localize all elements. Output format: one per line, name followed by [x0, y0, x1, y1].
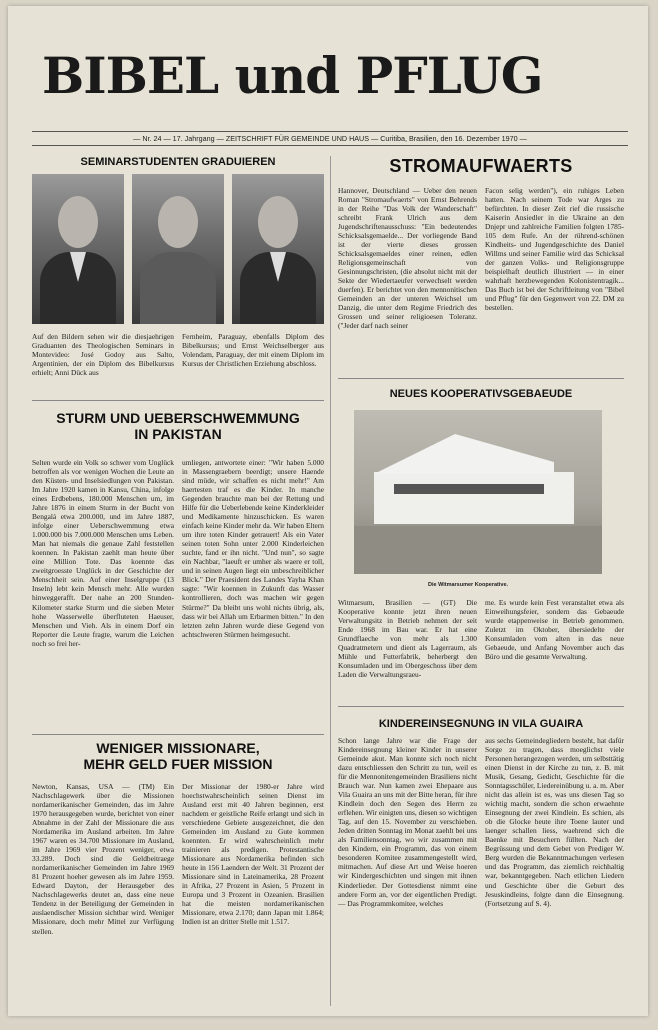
seminar-body [32, 332, 324, 396]
koop-text-left: Witmarsum, Brasilien — (GT) Die Kooperative konnte jetzt ihren neuen Verwaltungsitz in Betrieb nehmen der seit Ende 1968 im Bau war. Er hat eine Grundflaeche von mehr als 1.300 Quadratmetern und dient als Lagerraum, als Mühle und Futterfabrik, beherbergt den Konsumladen und im Obergeschoss über dem Laden die Verwaltungsraeu- [338, 598, 477, 680]
strom-text-right: Facon selig werden"), ein ruhiges Leben hatten. Nach seinem Tode war Arges zu befürchten. In dieser Zeit rief die russische Kaiserin Ansiedler in die Ukraine an den Dnjepr und zahlreiche Familien folgten 1785-105 dem Rufe. An der rührend-schönen Kindheits- und Jugendgeschichte des Daniel Willms und seiner Familie wird das Schicksal der ganzen Volks- und Religionsgruppe beispielhaft deutlich illustriert — in einer wahrhaft herzbewegenden Kolonistentragik... Das Buch ist bei der Schriftleitung von "Bibel und Pflug" für den Gegenwert von 22. DM zu bestellen. [485, 186, 624, 313]
seminar-text-left: Auf den Bildern sehen wir die diesjaehrigen Graduanten des Theologischen Seminars in Montevideo: José Godoy aus Salto, Argentinien, der ein Diplom des Bibelkursus erhielt; Anni Dück aus [32, 332, 174, 378]
seminar-headline: SEMINARSTUDENTEN GRADUIEREN [80, 156, 276, 168]
divider [32, 734, 324, 735]
seminar-text-right: Fernheim, Paraguay, ebenfalls Diplom des Bibelkursus; und Ernst Weichselberger aus Volendam, Paraguay, der mit einem Diplom im Kursus der Christlichen Erziehung abschloss. [182, 332, 324, 369]
missionare-headline-line2: MEHR GELD FUER MISSION [83, 756, 273, 773]
strom-body [338, 186, 624, 372]
koop-body [338, 598, 624, 692]
missionare-article [32, 740, 324, 772]
masthead-title: BIBEL und PFLUG [42, 46, 543, 105]
koop-text-right: me. Es wurde kein Fest veranstaltet etwa als Einweihungsfeier, sondern das Gebaeude wurde etappenweise in Betrieb genommen. Zuletzt im Oktober, übersiedelte der Konsumladen vom alten in das neue Gebaeude, und Anfang November auch das Büro und die gesamte Verwaltung. [485, 598, 624, 662]
photo-ernst-weichselberger [232, 174, 324, 324]
newspaper-page [8, 6, 648, 1016]
photo-anni-dueck [132, 174, 224, 324]
column-rule [330, 156, 331, 1006]
divider [32, 400, 324, 401]
sturm-text-left: Selten wurde ein Volk so schwer vom Unglück betroffen als vor wenigen Wochen die Leute an den Küsten- und Inselsiedlungen von Pakistan. Im Jahre 1920 kamen in Kansu, China, infolge eines Erdbebens, 180.000 Menschen um, im Jahre 1876 in einem Sturm in der Bucht von Bengalá etwa 200.000, und im Jahre 1887, infolge einer Ueberschwemmung etwa 1.000.000 bis 7.000.000 Menschen ums Leben. Man hat niemals die genaue Zahl feststellen koennen. In Pakistan zaehlt man heute über eine Million Tote. Das koennte das zweitgroesste Unglück in der Geschichte der Menschheit sein. Auf einer Inselgruppe (13 Inseln) lebt kein Mensch mehr. Alle wurden hinweggerafft. Der nahe an 200 Stunden-Kilometer starke Sturm und die sieben Meter hohe Wasserwelle überfluteten Haeuser, Menschen und Vieh. Als in einem Dorf ein Reporter die Leute fragte, warum die Leichen noch so frei her- [32, 458, 174, 648]
strom-text-left: Hannover, Deutschland — Ueber den neuen Roman "Stromaufwaerts" von Ernst Behrends in der Reihe "Das Volk der Wanderschaft" schreibt Frank Ulrich aus dem Jugendschriftenausschuss: "Ein bedeutendes Schicksalsgemaelde... Der vorliegende Band ist der vierte dieses grossen Schicksalsgemaeldes einer reinen, edlen Religionsgemeinschaft von Gesinnungschristen, (die absolut nicht mit der Sekte der Wiedertaeufer verwechselt werden duerfen). Er berichtet von den mennonitischen Gemeinden an der unteren Weichsel um Danzig, die unter dem Regime Friedrich des Grossen und seiner religioesen Toleranz. ("Jeder darf nach seiner [338, 186, 477, 331]
missionare-text-left: Newton, Kansas, USA — (TM) Ein Nachschlagewerk über die Missionen nordamerikanischer Gemeinden, das im Jahre 1970 herausgegeben wurde, berichtet von einer Abnahme in der Zahl der Missionare die aus Nordamerika im Ausland arbeiten. Im Jahre 1967 waren es 34.700 Missionare im Ausland, im Jahre 1969 vier Prozent weniger, etwa 33.289. Doch sind die Geldbeitraege nordamerikanischer Gemeinden im Jahre 1969 81 Prozent hoeher gewesen als im Jahre 1959. Edward Dayton, der Herausgeber des Nachschlagewerks deutet an, dass eine neue Tendenz in der Beteiligung der Gemeinden in auslaendischer Mission sichtbar wird. Weniger Missionare, doch mehr Mittel zur Verfügung stellen. [32, 782, 174, 936]
sturm-article [32, 410, 324, 442]
missionare-headline-line1: WENIGER MISSIONARE, [96, 740, 260, 756]
divider [338, 378, 624, 379]
divider [338, 706, 624, 707]
kinder-headline: KINDEREINSEGNUNG IN VILA GUAIRA [378, 718, 584, 730]
kinder-body [338, 736, 624, 1004]
sturm-body [32, 458, 324, 728]
photo-caption: Die Witmarsumer Kooperative. [428, 582, 509, 588]
photo-jose-godoy [32, 174, 124, 324]
missionare-body [32, 782, 324, 1004]
sturm-headline-line1: STURM UND UEBERSCHWEMMUNG [56, 410, 300, 426]
seminar-article [32, 156, 324, 169]
sturm-headline-line2: IN PAKISTAN [134, 426, 222, 443]
sturm-text-right: umliegen, antwortete einer: "Wir haben 5.000 in Massengraebern beerdigt; unsere Haende sind müde, wir schaffen es nicht mehr!" Am haertesten traf es die Kinder. In manche Gegenden brauchte man bei der Rettung und Hilfe für die Ueberlebende keine Kinderkleider und Medikamente hinzuschicken. Es waren einfach keine Kinder mehr da. Wir haben Eltern um ihre toten Kinder getrauert! Als ein Vater seinen toten Sohn unter 2.000 Kinderleichen suchte, fand er ihn nicht. "Und nun", so sagte ein Nachbar, "laeuft er umher als waere er toll, und in seinen Augen liegt ein unbeschreiblicher Blick." Der Praesident des Landes Yayha Khan sagte: "Wir koennen in Zukunft das Wasser kontrollieren, doch was machen wir gegen Stürme?" Da bleibt uns wohl nichts übrig, als, dass wir bei Allah um Erbarmen bitten." In den letzten zehn Jahren wurde diese Gegend von achtschweren Stürmen heimgesucht. [182, 458, 324, 639]
strom-article [338, 156, 624, 177]
strom-headline: STROMAUFWAERTS [389, 156, 573, 176]
kinder-article [338, 718, 624, 731]
koop-headline: NEUES KOOPERATIVSGEBAEUDE [389, 388, 573, 400]
missionare-text-right: Der Missionar der 1980-er Jahre wird hoechstwahrscheinlich seinen Dienst im Ausland erst mit 40 Jahren beginnen, erst nachdem er geistliche Reife erlangt und sich in verschiedene Gebiete ausgezeichnet, die den Gemeinden im Ausland zu Gute kommen koennten. Er wird wahrscheinlich mehr trainieren als predigen. Protestantische Missionare aus Nordamerika befinden sich heute in 156 Laendern der Welt. 31 Prozent der Missionare sind in Lateinamerika, 28 Prozent in Afrika, 27 Prozent in Asien, 5 Prozent in Europa und 3 Prozent in Ozeanien. Brasilien hat die meisten nordamerikanischen Missionare, etwa 2.170; dann Japan mit 1.864; Indien ist an dritter Stelle mit 1.517. [182, 782, 324, 927]
warehouse-photo [354, 410, 602, 574]
kinder-text-right: aus sechs Gemeindegliedern besteht, hat dafür Sorge zu tragen, dass moeglichst viele Personen herangezogen werden, um selbsttätig einen Dienst in der Kirche zu tun, z. B. mit Musik, Gesang, Gedicht, Geschichte für die Sonntagsschüler, Liedereinübung u. a. m. Aber nicht das allein ist es, was uns diesen Tag so wichtig macht, sondern die schon erwaehnte Einsegnung der zwei Kindlein. Es schien, als ob die Glocke heute ihre Toene lauter und laenger schallen liess, waehrend sich die Baenke mit Besuchern füllten. Nach der Begrüssung und dem Gebet von Prediger W. Berg wurden die Bekanntmachungen verlesen und das Programm, das ziemlich reichhaltig war, bekanntgegeben. Nach etlichen Liedern und Geschichte über die Geburt des Jesuskindleins, folgte dann die Einsegnung. (Fortsetzung auf S. 4). [485, 736, 624, 908]
koop-article [338, 388, 624, 401]
kinder-text-left: Schon lange Jahre war die Frage der Kindereinsegnung kleiner Kinder in unserer Gemeinde akut. Man konnte sich noch nicht dazu entschliessen den Schritt zu tun, weil es für die Mennonitengemeinden Brasiliens nicht Brauch war. Nun kamen zwei Ehepaare aus Vila Guaira an uns mit der Bitte heran, für ihre Kindlein doch den Segen des Herrn zu erflehen. Wir einigten uns, diesen so wichtigen Tag, auf den 15. November zu verschieben. Jeden dritten Sonntag im Monat zaehlt bei uns als Familiensonntag, wo wir zusammen mit den Kindern, ein Programm, das von einem besonderen Komitee zusammengestellt wird, mitmachen. Auf diese Art und Weise hoeren wir Kindergeschichten und singen mit ihnen Kinderlieder. Der Gottesdienst nimmt eine andere Form an, vor der eigentlichen Predigt. — Das Programmkomitee, welches [338, 736, 477, 908]
issue-info-line: — Nr. 24 — 17. Jahrgang — ZEITSCHRIFT FÜR GEMEINDE UND HAUS — Curitiba, Brasilien, den 16. Dezember 1970 — [32, 131, 628, 146]
